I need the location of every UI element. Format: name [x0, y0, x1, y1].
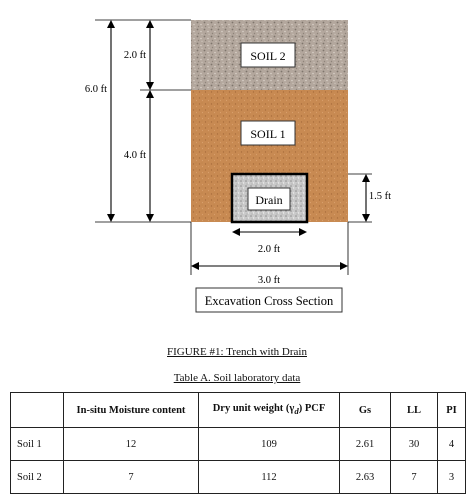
table-row: [11, 461, 466, 494]
row-label: Soil 1: [11, 428, 64, 461]
cell-moisture: 7: [64, 461, 199, 494]
drain-label: Drain: [255, 193, 283, 207]
cell-dry-unit-weight: 109: [199, 428, 340, 461]
dimension-trench-width-label: 3.0 ft: [257, 275, 281, 286]
cell-gs: 2.61: [340, 428, 391, 461]
cell-gs: 2.63: [340, 461, 391, 494]
header-blank: [11, 393, 64, 428]
cell-pi: 4: [438, 428, 466, 461]
dimension-drain-width-label: 2.0 ft: [257, 244, 281, 255]
dimension-drain-height-label: 1.5 ft: [368, 191, 392, 202]
dimension-4ft-label: 4.0 ft: [123, 150, 147, 161]
soil-data-table: [10, 392, 466, 494]
dimension-2ft-upper-label: 2.0 ft: [123, 50, 147, 61]
header-pi: PI: [438, 393, 466, 428]
soil-2-label: SOIL 2: [250, 49, 286, 63]
table-header-row: [11, 393, 466, 428]
cell-moisture: 12: [64, 428, 199, 461]
header-moisture: In-situ Moisture content: [64, 393, 199, 428]
section-title: Excavation Cross Section: [204, 294, 334, 308]
soil-1-label: SOIL 1: [250, 127, 286, 141]
cell-ll: 7: [391, 461, 438, 494]
dimension-6ft-label: 6.0 ft: [84, 84, 108, 95]
cell-ll: 30: [391, 428, 438, 461]
cell-dry-unit-weight: 112: [199, 461, 340, 494]
cell-pi: 3: [438, 461, 466, 494]
header-dry-unit-weight: Dry unit weight $(\gamma_d)$ PCF: [199, 393, 340, 428]
row-label: Soil 2: [11, 461, 64, 494]
table-caption: Table A. Soil laboratory data: [173, 372, 301, 384]
header-gs: Gs: [340, 393, 391, 428]
header-ll: LL: [391, 393, 438, 428]
figure-caption: FIGURE #1: Trench with Drain: [167, 346, 307, 358]
table-row: [11, 428, 466, 461]
